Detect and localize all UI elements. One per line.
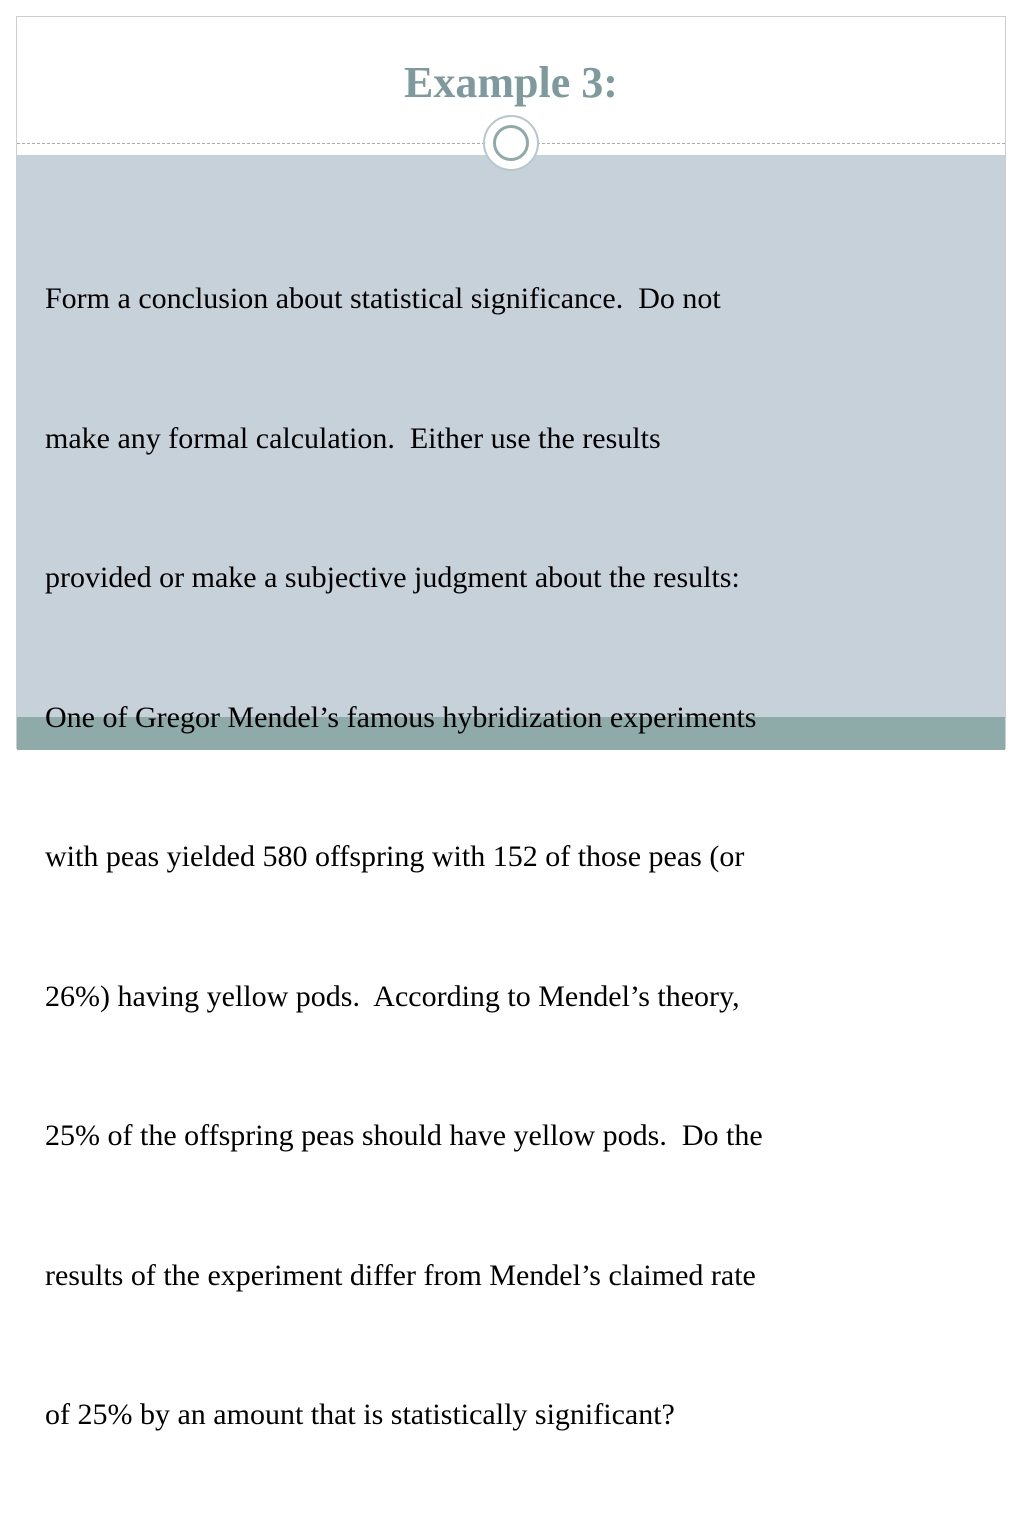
body-line: 26%) having yellow pods. According to Mendel’s theory, — [45, 979, 740, 1013]
circle-ornament-icon — [483, 115, 539, 171]
body-line: 25% of the offspring peas should have yellow pods. Do the — [45, 1119, 763, 1152]
slide-frame — [16, 16, 1006, 1431]
slide-title: Example 3: — [404, 58, 618, 107]
circle-ornament-inner — [493, 125, 529, 161]
body-line: with peas yielded 580 offspring with 152 of those peas (or — [45, 840, 745, 873]
body-text — [45, 183, 985, 1532]
body-line: Form a conclusion about statistical significance. Do not — [45, 282, 721, 315]
body-line: provided or make a subjective judgment about the results: — [45, 561, 740, 594]
body-line: One of Gregor Mendel’s famous hybridization experiments — [45, 700, 757, 734]
body-line: make any formal calculation. Either use the results — [45, 421, 661, 455]
body-line: results of the experiment differ from Mendel’s claimed rate — [45, 1258, 756, 1292]
body-line: of 25% by an amount that is statistically significant? — [45, 1398, 675, 1431]
